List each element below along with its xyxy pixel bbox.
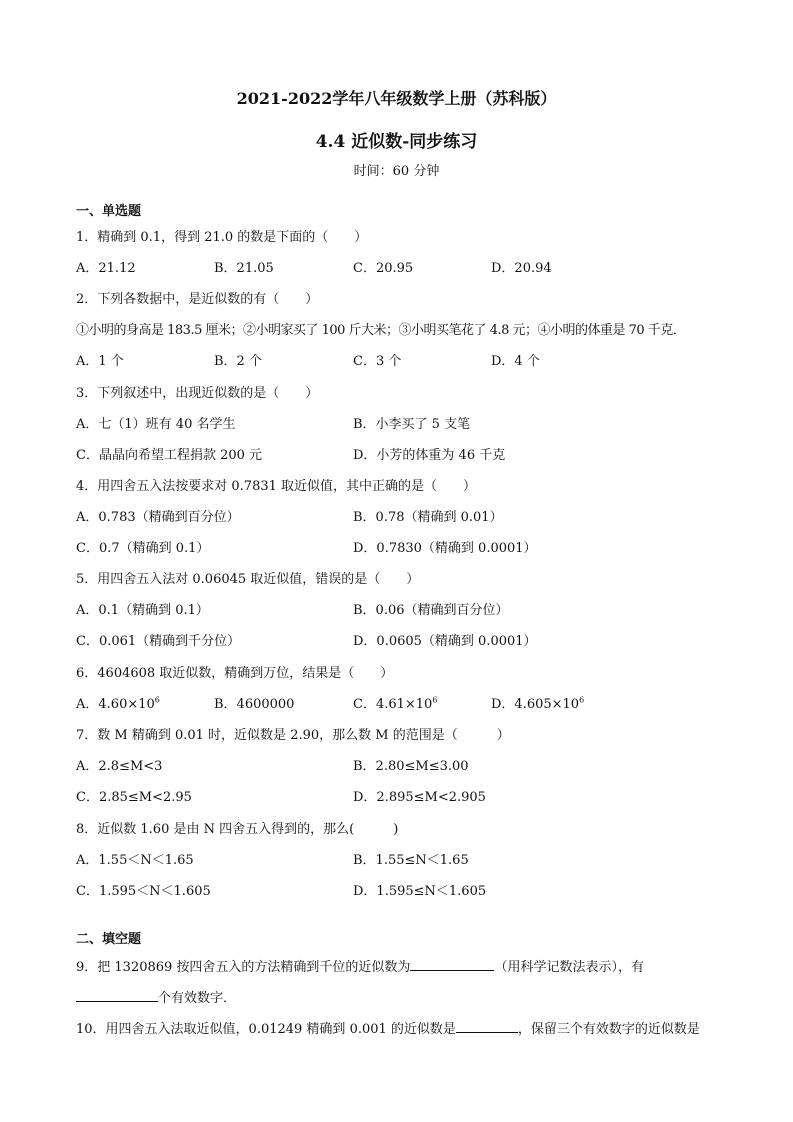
question-10-text-2: ，保留三个有效数字的近似数是 [517, 1022, 700, 1037]
question-9-blank-2[interactable] [76, 988, 158, 1002]
section-title-single-choice: 一、单选题 [76, 204, 142, 219]
question-6-option-b: B．4600000 [214, 697, 295, 712]
question-4-option-d: D．0.7830（精确到 0.0001） [353, 541, 537, 556]
question-9-blank-1[interactable] [410, 957, 494, 971]
question-4-option-a: A．0.783（精确到百分位） [76, 510, 240, 525]
question-6-option-a [76, 696, 160, 714]
question-5-option-c: C．0.061（精确到千分位） [76, 634, 241, 649]
question-3-option-c: C．晶晶向希望工程捐款 200 元 [76, 448, 263, 463]
question-8-option-b: B．1.55≤N＜1.65 [353, 853, 469, 868]
question-10-line-1 [76, 1019, 700, 1039]
question-8-option-d: D．1.595≤N＜1.605 [353, 884, 487, 899]
document-title: 2021-2022学年八年级数学上册（苏科版） [236, 89, 557, 108]
question-6-option-a-base: A．4.60×10 [76, 697, 155, 712]
question-2-option-d: D．4 个 [491, 354, 540, 369]
question-9-text-3: 个有效数字． [158, 991, 237, 1006]
question-1-option-c: C．20.95 [353, 261, 414, 276]
question-6-option-c-base: C．4.61×10 [353, 697, 433, 712]
question-1-stem: 1．精确到 0.1，得到 21.0 的数是下面的（ ） [76, 230, 368, 245]
question-10-text-1: 10．用四舍五入法取近似值，0.01249 精确到 0.001 的近似数是 [76, 1022, 456, 1037]
question-1-option-d: D．20.94 [491, 261, 552, 276]
question-4-option-b: B．0.78（精确到 0.01） [353, 510, 503, 525]
question-1-option-a: A．21.12 [76, 261, 136, 276]
question-7-stem: 7．数 M 精确到 0.01 时，近似数是 2.90，那么数 M 的范围是（ ） [76, 728, 510, 743]
section-title-fill-in: 二、填空题 [76, 932, 142, 947]
question-5-option-b: B．0.06（精确到百分位） [353, 603, 509, 618]
question-2-option-c: C．3 个 [353, 354, 402, 369]
question-2-option-b: B．2 个 [214, 354, 262, 369]
question-5-option-a: A．0.1（精确到 0.1） [76, 603, 209, 618]
question-7-option-c: C．2.85≤M<2.95 [76, 790, 192, 805]
question-7-option-b: B．2.80≤M≤3.00 [353, 759, 469, 774]
question-5-option-d: D．0.0605（精确到 0.0001） [353, 634, 537, 649]
question-3-option-a: A．七（1）班有 40 名学生 [76, 417, 236, 432]
question-10-blank-1[interactable] [456, 1019, 518, 1033]
time-limit: 时间：60 分钟 [353, 164, 440, 179]
question-6-option-a-exponent: 6 [154, 695, 160, 705]
question-4-stem: 4．用四舍五入法按要求对 0.7831 取近似值，其中正确的是（ ） [76, 479, 477, 494]
question-9-text-2: （用科学记数法表示），有 [494, 960, 644, 975]
question-7-option-d: D．2.895≤M<2.905 [353, 790, 486, 805]
question-8-option-a: A．1.55＜N＜1.65 [76, 853, 194, 868]
question-3-stem: 3．下列叙述中，出现近似数的是（ ） [76, 386, 319, 401]
question-9-line-1 [76, 957, 644, 977]
question-6-option-d [491, 696, 584, 714]
question-2-option-a: A．1 个 [76, 354, 124, 369]
question-9-text-1: 9．把 1320869 按四舍五入的方法精确到千位的近似数为 [76, 960, 411, 975]
question-8-option-c: C．1.595＜N＜1.605 [76, 884, 211, 899]
question-3-option-d: D．小芳的体重为 46 千克 [353, 448, 506, 463]
question-6-option-c [353, 696, 437, 714]
question-6-option-c-exponent: 6 [432, 695, 438, 705]
question-6-stem: 6．4604608 取近似数，精确到万位，结果是（ ） [76, 666, 394, 681]
question-5-stem: 5．用四舍五入法对 0.06045 取近似值，错误的是（ ） [76, 572, 420, 587]
question-6-option-d-base: D．4.605×10 [491, 697, 580, 712]
question-3-option-b: B．小李买了 5 支笔 [353, 417, 471, 432]
question-8-stem: 8．近似数 1.60 是由 N 四舍五入得到的，那么( ) [76, 822, 399, 837]
question-9-line-2 [76, 988, 236, 1008]
document-subtitle: 4.4 近似数-同步练习 [315, 132, 478, 152]
question-7-option-a: A．2.8≤M<3 [76, 759, 163, 774]
question-1-option-b: B．21.05 [214, 261, 274, 276]
question-6-option-d-exponent: 6 [579, 695, 585, 705]
question-4-option-c: C．0.7（精确到 0.1） [76, 541, 210, 556]
question-2-stem: 2．下列各数据中，是近似数的有（ ） [76, 292, 319, 307]
question-2-detail: ①小明的身高是 183.5 厘米；②小明家买了 100 斤大米；③小明买笔花了 4.8 元；④小明的体重是 70 千克． [76, 323, 686, 338]
